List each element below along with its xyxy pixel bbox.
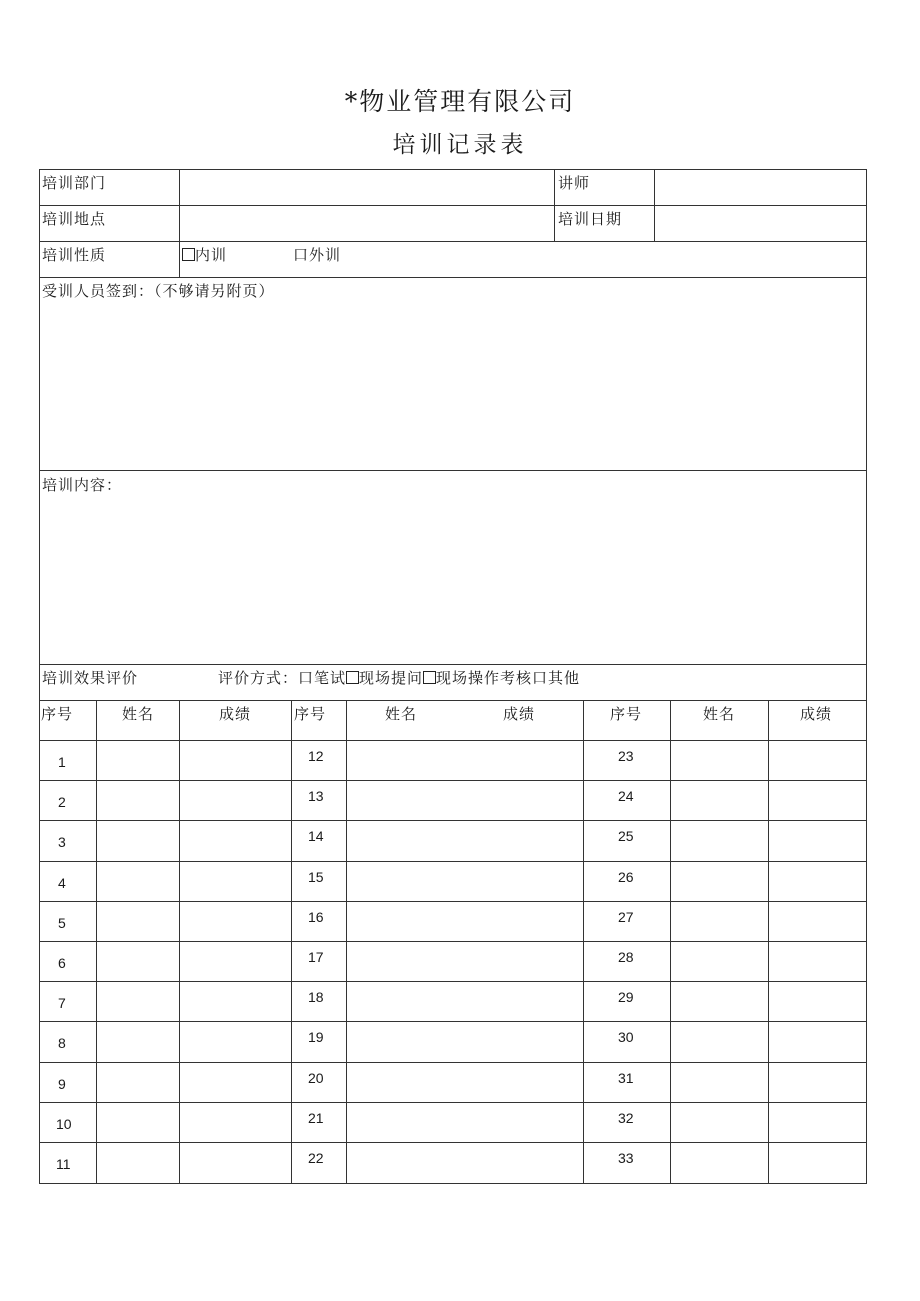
seq-number: 13 [308,788,324,804]
score-cell[interactable] [180,982,291,1021]
practical-option: 现场操作考核口其他 [436,669,581,687]
score-cell[interactable] [180,741,291,780]
row-divider [39,700,867,701]
internal-checkbox[interactable] [182,248,195,261]
header-name-3: 姓名 [703,705,736,723]
name-cell[interactable] [97,1103,179,1142]
seq-number: 8 [58,1035,66,1051]
external-option[interactable] [293,246,341,264]
seq-number: 12 [308,748,324,764]
score-cell[interactable] [584,1103,670,1142]
name-cell[interactable] [671,942,768,981]
name-cell[interactable] [671,781,768,820]
name-cell[interactable] [671,1103,768,1142]
score-cell[interactable] [180,1063,291,1102]
header-seq-3: 序号 [610,705,643,723]
seq-number: 26 [618,869,634,885]
score-cell[interactable] [180,821,291,860]
name-cell[interactable] [347,982,583,1021]
seq-number: 31 [618,1070,634,1086]
seq-number: 7 [58,995,66,1011]
row-divider [39,470,867,471]
oral-checkbox[interactable] [346,671,359,684]
seq-number: 3 [58,834,66,850]
seq-number: 29 [618,989,634,1005]
score-cell[interactable] [180,1143,291,1182]
score-cell[interactable] [584,942,670,981]
seq-number: 15 [308,869,324,885]
score-cell[interactable] [769,1063,866,1102]
name-cell[interactable] [97,741,179,780]
location-input[interactable] [180,206,554,241]
name-cell[interactable] [347,781,583,820]
seq-number: 22 [308,1150,324,1166]
name-cell[interactable] [97,821,179,860]
score-cell[interactable] [584,902,670,941]
score-cell[interactable] [769,741,866,780]
name-cell[interactable] [347,942,583,981]
internal-label: 内训 [195,246,228,264]
score-cell[interactable] [769,1022,866,1061]
score-cell[interactable] [180,1022,291,1061]
name-cell[interactable] [97,862,179,901]
seq-number: 11 [56,1156,71,1172]
header-score-3: 成绩 [800,705,833,723]
seq-number: 33 [618,1150,634,1166]
score-cell[interactable] [584,862,670,901]
score-cell[interactable] [769,862,866,901]
seq-number: 5 [58,915,66,931]
name-cell[interactable] [347,902,583,941]
seq-number: 10 [56,1116,72,1132]
name-cell[interactable] [97,902,179,941]
evaluation-label: 培训效果评价 [42,669,139,687]
name-cell[interactable] [97,982,179,1021]
score-cell[interactable] [584,781,670,820]
name-cell[interactable] [97,1022,179,1061]
lecturer-input[interactable] [655,170,866,205]
header-name-2: 姓名 [385,705,418,723]
date-input[interactable] [655,206,866,241]
lecturer-label: 讲师 [558,174,591,192]
internal-option[interactable] [182,246,227,264]
score-cell[interactable] [769,781,866,820]
name-cell[interactable] [671,982,768,1021]
row-divider [39,241,867,242]
date-label: 培训日期 [558,210,623,228]
header-name-1: 姓名 [122,705,155,723]
name-cell[interactable] [97,942,179,981]
seq-number: 16 [308,909,324,925]
name-cell[interactable] [671,821,768,860]
score-cell[interactable] [584,1022,670,1061]
external-checkbox[interactable]: 口 [293,246,310,264]
seq-number: 30 [618,1029,634,1045]
seq-number: 23 [618,748,634,764]
col-divider [554,169,555,241]
seq-number: 27 [618,909,634,925]
name-cell[interactable] [671,862,768,901]
score-cell[interactable] [180,1103,291,1142]
header-seq-1: 序号 [41,705,74,723]
header-score-1: 成绩 [219,705,252,723]
evaluation-methods [218,669,580,687]
seq-number: 1 [58,754,66,770]
score-cell[interactable] [769,1103,866,1142]
content-area[interactable] [40,498,866,664]
practical-checkbox[interactable] [423,671,436,684]
table-col-line [291,700,292,1183]
seq-number: 14 [308,828,324,844]
border-bottom [39,1183,867,1184]
seq-number: 28 [618,949,634,965]
seq-number: 17 [308,949,324,965]
header-score-2: 成绩 [503,705,536,723]
score-cell[interactable] [180,781,291,820]
name-cell[interactable] [671,1022,768,1061]
score-cell[interactable] [180,862,291,901]
name-cell[interactable] [671,902,768,941]
name-cell[interactable] [347,862,583,901]
written-test-option[interactable]: 评价方式：口笔试 [218,669,347,687]
seq-number: 32 [618,1110,634,1126]
seq-number: 21 [308,1110,324,1126]
score-cell[interactable] [180,902,291,941]
location-label: 培训地点 [42,210,107,228]
score-cell[interactable] [180,942,291,981]
signin-area[interactable] [40,304,866,470]
dept-label: 培训部门 [42,174,107,192]
score-cell[interactable] [584,982,670,1021]
seq-number: 6 [58,955,66,971]
score-cell[interactable] [769,1143,866,1182]
name-cell[interactable] [347,1143,583,1182]
name-cell[interactable] [671,1143,768,1182]
score-cell[interactable] [584,1143,670,1182]
form-title: 培训记录表 [392,132,528,158]
score-cell[interactable] [769,982,866,1021]
score-cell[interactable] [584,741,670,780]
oral-option: 现场提问 [359,669,424,687]
company-title: *物业管理有限公司 [344,87,576,116]
name-cell[interactable] [97,1143,179,1182]
name-cell[interactable] [97,1063,179,1102]
signin-label: 受训人员签到：（不够请另附页） [42,282,275,300]
dept-input[interactable] [180,170,554,205]
name-cell[interactable] [347,1022,583,1061]
content-label: 培训内容： [42,476,123,494]
row-divider [39,664,867,665]
row-divider [39,277,867,278]
seq-number: 2 [58,794,66,810]
external-label: 外训 [309,246,342,264]
seq-number: 9 [58,1076,66,1092]
name-cell[interactable] [671,1063,768,1102]
border-right [866,169,867,1183]
name-cell[interactable] [347,821,583,860]
score-cell[interactable] [769,821,866,860]
header-seq-2: 序号 [294,705,327,723]
score-cell[interactable] [584,1063,670,1102]
name-cell[interactable] [347,1103,583,1142]
seq-number: 4 [58,875,66,891]
seq-number: 24 [618,788,634,804]
name-cell[interactable] [347,741,583,780]
seq-number: 25 [618,828,634,844]
nature-label: 培训性质 [42,246,107,264]
name-cell[interactable] [347,1063,583,1102]
score-cell[interactable] [769,942,866,981]
seq-number: 18 [308,989,324,1005]
seq-number: 20 [308,1070,324,1086]
score-cell[interactable] [584,821,670,860]
name-cell[interactable] [671,741,768,780]
seq-number: 19 [308,1029,324,1045]
name-cell[interactable] [97,781,179,820]
score-cell[interactable] [769,902,866,941]
